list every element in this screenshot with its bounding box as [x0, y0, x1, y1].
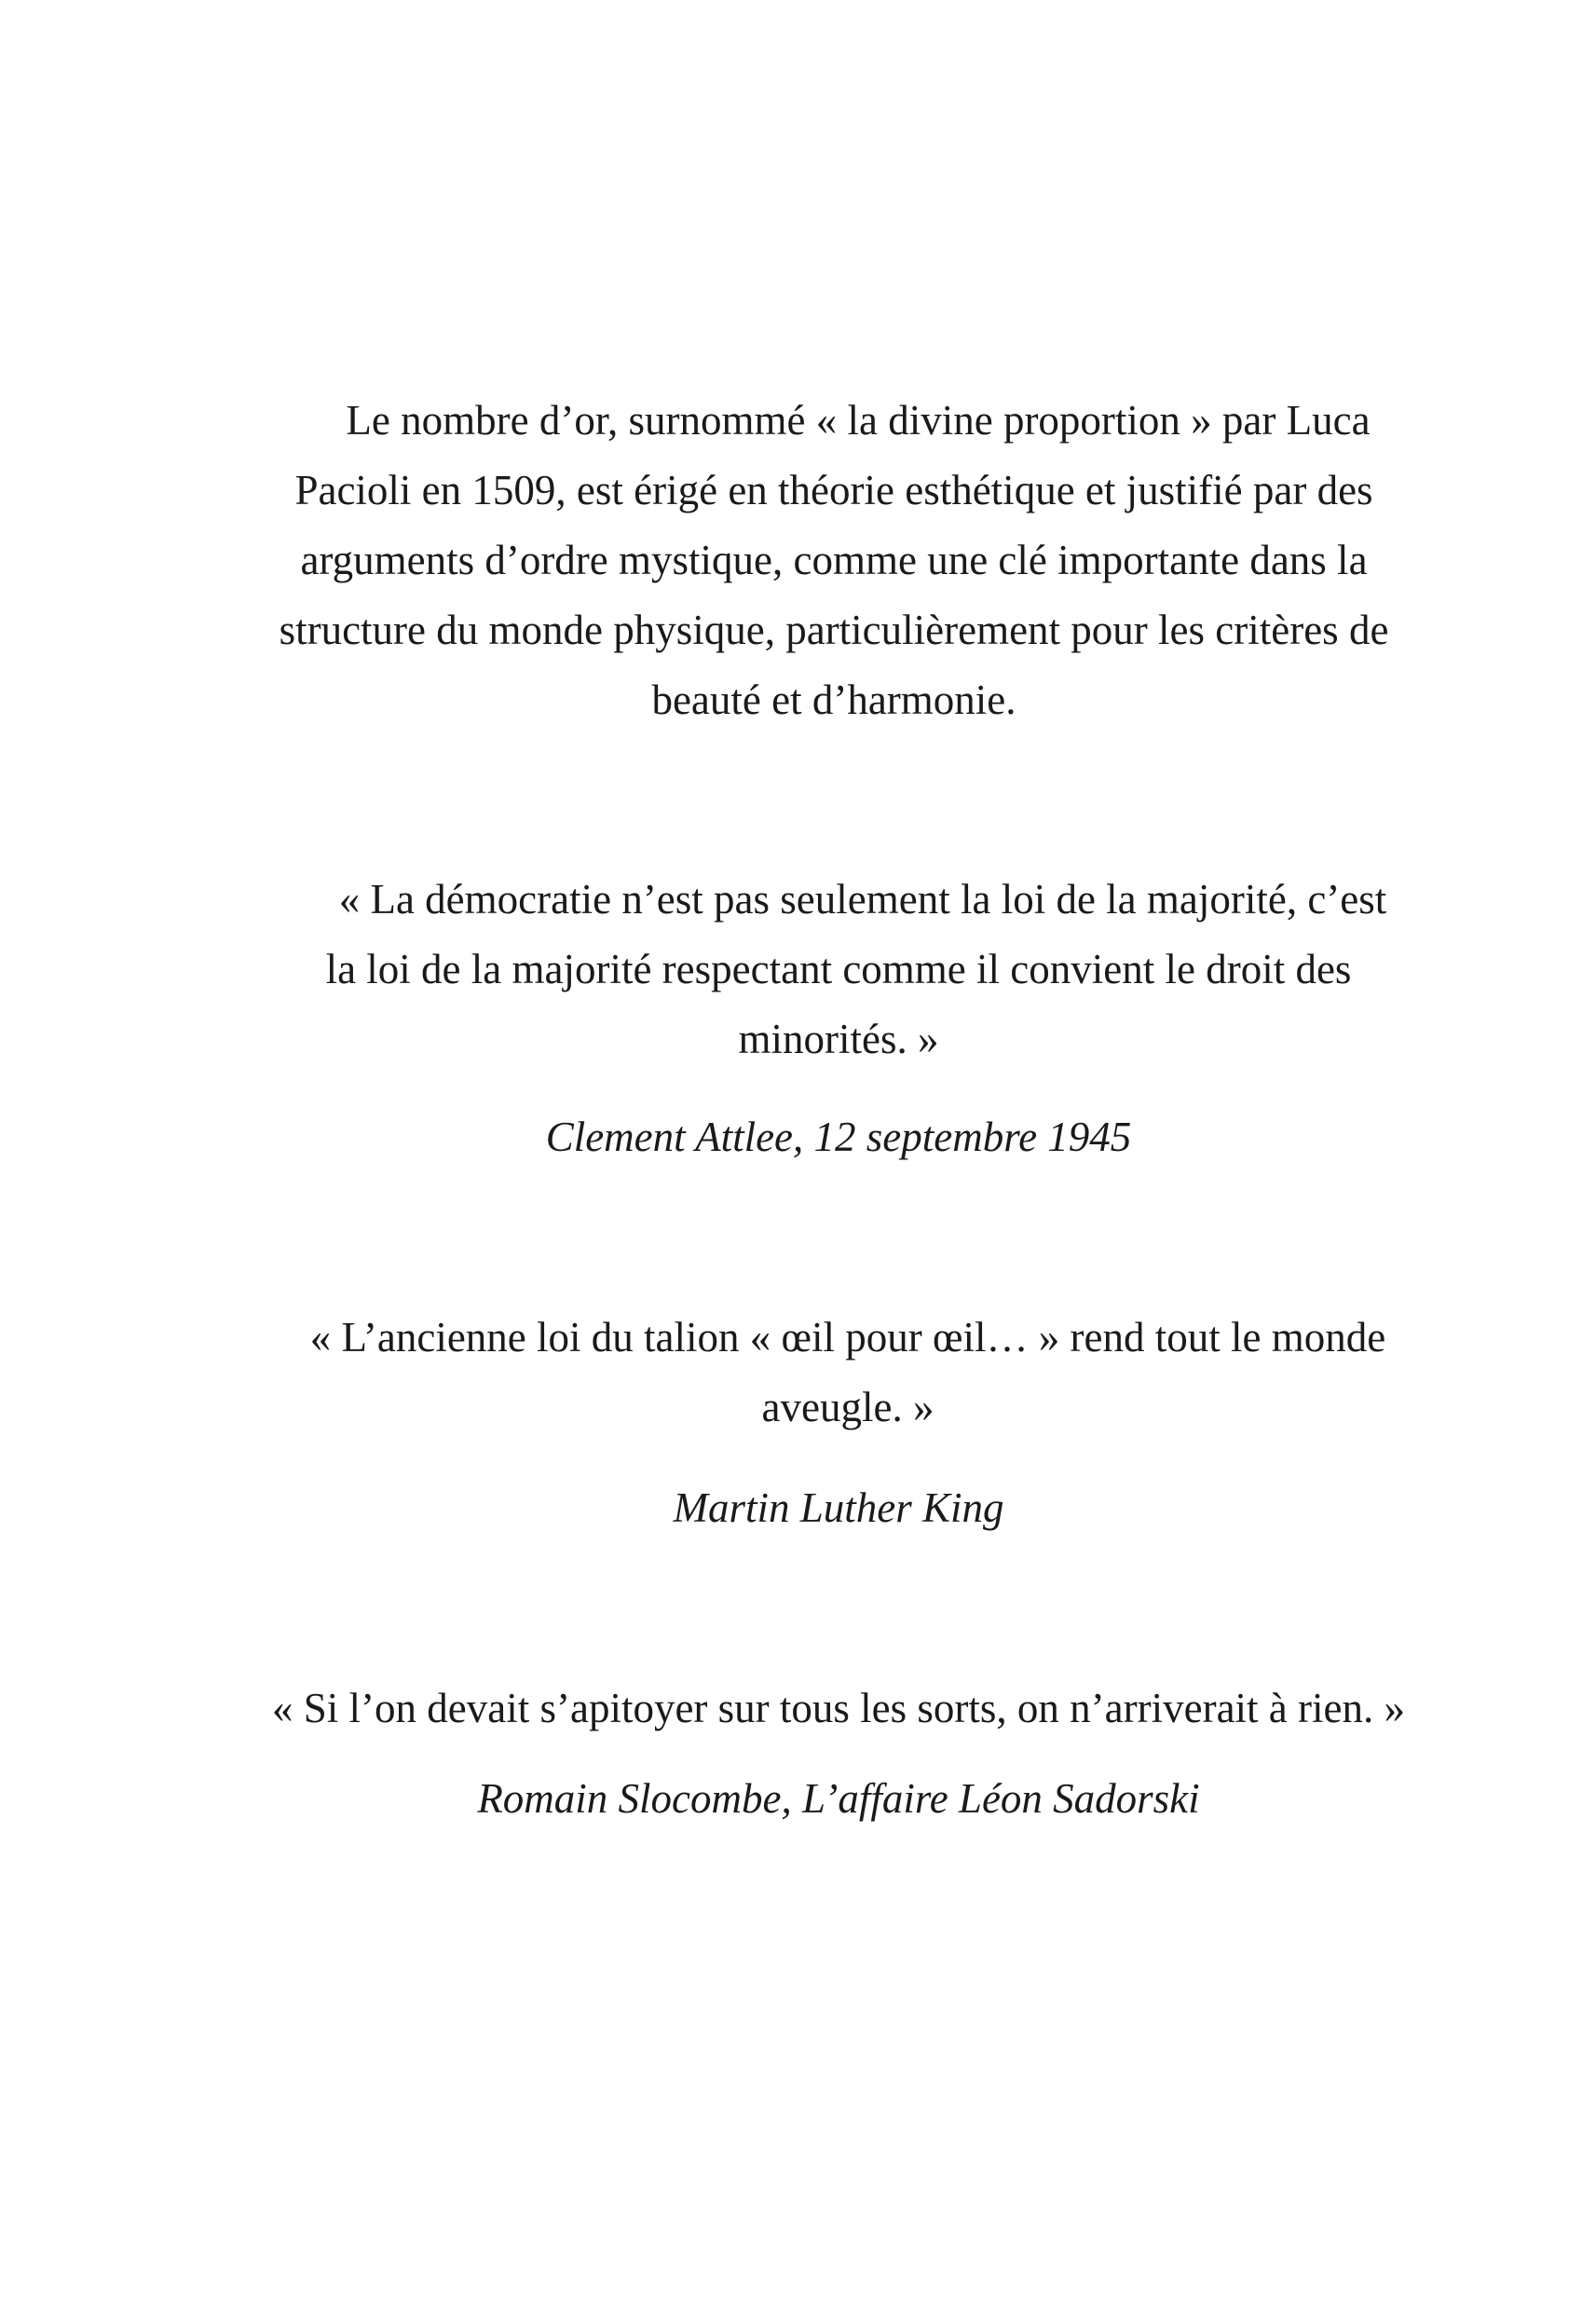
quote-attribution: Clement Attlee, 12 septembre 1945 [545, 1114, 1132, 1160]
paragraph-line: beauté et d’harmonie. [651, 677, 1016, 723]
golden-ratio-paragraph [233, 386, 1435, 735]
quote-king [261, 1303, 1435, 1443]
quote-line: la loi de la majorité respectant comme il convient le droit des [325, 946, 1352, 992]
quote-line: minorités. » [738, 1016, 939, 1062]
paragraph-line-text: Le nombre d’or, surnommé « la divine proportion » par Luca [346, 397, 1371, 444]
quote-line: aveugle. » [761, 1384, 934, 1430]
quote-line: « L’ancienne loi du talion « œil pour œil… » rend tout le monde [309, 1314, 1386, 1361]
paragraph-line: structure du monde physique, particulièrement pour les critères de [279, 607, 1389, 653]
paragraph-line [233, 386, 1435, 456]
quote-attlee [261, 865, 1416, 1074]
quote-attribution: Romain Slocombe, L’affaire Léon Sadorski [477, 1775, 1200, 1822]
quote-line: « Si l’on devait s’apitoyer sur tous les sorts, on n’arriverait à rien. » [272, 1685, 1405, 1731]
quote-slocombe [224, 1674, 1453, 1744]
quote-line [261, 865, 1416, 935]
paragraph-line: arguments d’ordre mystique, comme une clé importante dans la [300, 537, 1368, 583]
quote-attribution: Martin Luther King [673, 1484, 1004, 1531]
quote-line-text: « La démocratie n’est pas seulement la loi de la majorité, c’est [338, 876, 1387, 923]
paragraph-line: Pacioli en 1509, est érigé en théorie esthétique et justifié par des [294, 467, 1373, 513]
